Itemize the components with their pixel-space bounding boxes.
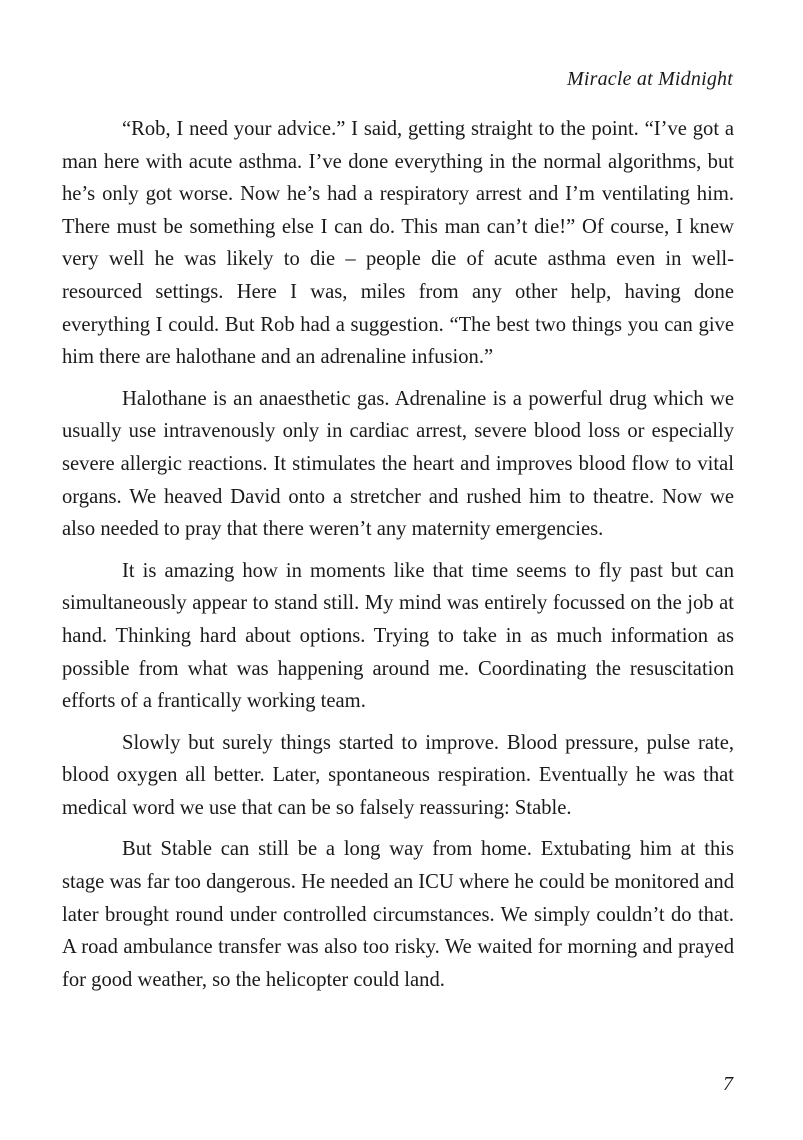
page-number: 7 xyxy=(723,1073,733,1095)
running-header-title: Miracle at Midnight xyxy=(567,68,733,90)
paragraph: It is amazing how in moments like that time seems to fly past but can simultaneously appear to stand still. My mind was entirely focussed on the job at hand. Thinking hard about options. Trying to take in as much information as possible from what was happening around me. Coordinating the resuscitation efforts of a frantically working team. xyxy=(62,559,734,713)
body-text xyxy=(62,113,734,1005)
paragraph: “Rob, I need your advice.” I said, getting straight to the point. “I’ve got a man here with acute asthma. I’ve done everything in the normal algorithms, but he’s only got worse. Now he’s had a respiratory arrest and I’m ventilating him. There must be something else I can do. This man can’t die!” Of course, I knew very well he was likely to die – people die of acute asthma even in well-resourced settings. Here I was, miles from any other help, having done everything I could. But Rob had a suggestion. “The best two things you can give him there are halothane and an adrenaline infusion.” xyxy=(62,118,734,369)
paragraph: Halothane is an anaesthetic gas. Adrenaline is a powerful drug which we usually use intravenously only in cardiac arrest, severe blood loss or especially severe allergic reactions. It stimulates the heart and improves blood flow to vital organs. We heaved David onto a stretcher and rushed him to theatre. Now we also needed to pray that there weren’t any maternity emergencies. xyxy=(62,387,734,541)
paragraph: But Stable can still be a long way from home. Extubating him at this stage was far too dangerous. He needed an ICU where he could be monitored and later brought round under controlled circumstances. We simply couldn’t do that. A road ambulance transfer was also too risky. We waited for morning and prayed for good weather, so the helicopter could land. xyxy=(62,838,734,991)
paragraph: Slowly but surely things started to improve. Blood pressure, pulse rate, blood oxygen all better. Later, spontaneous respiration. Eventually he was that medical word we use that can be so falsely reassuring: Stable. xyxy=(62,731,734,819)
